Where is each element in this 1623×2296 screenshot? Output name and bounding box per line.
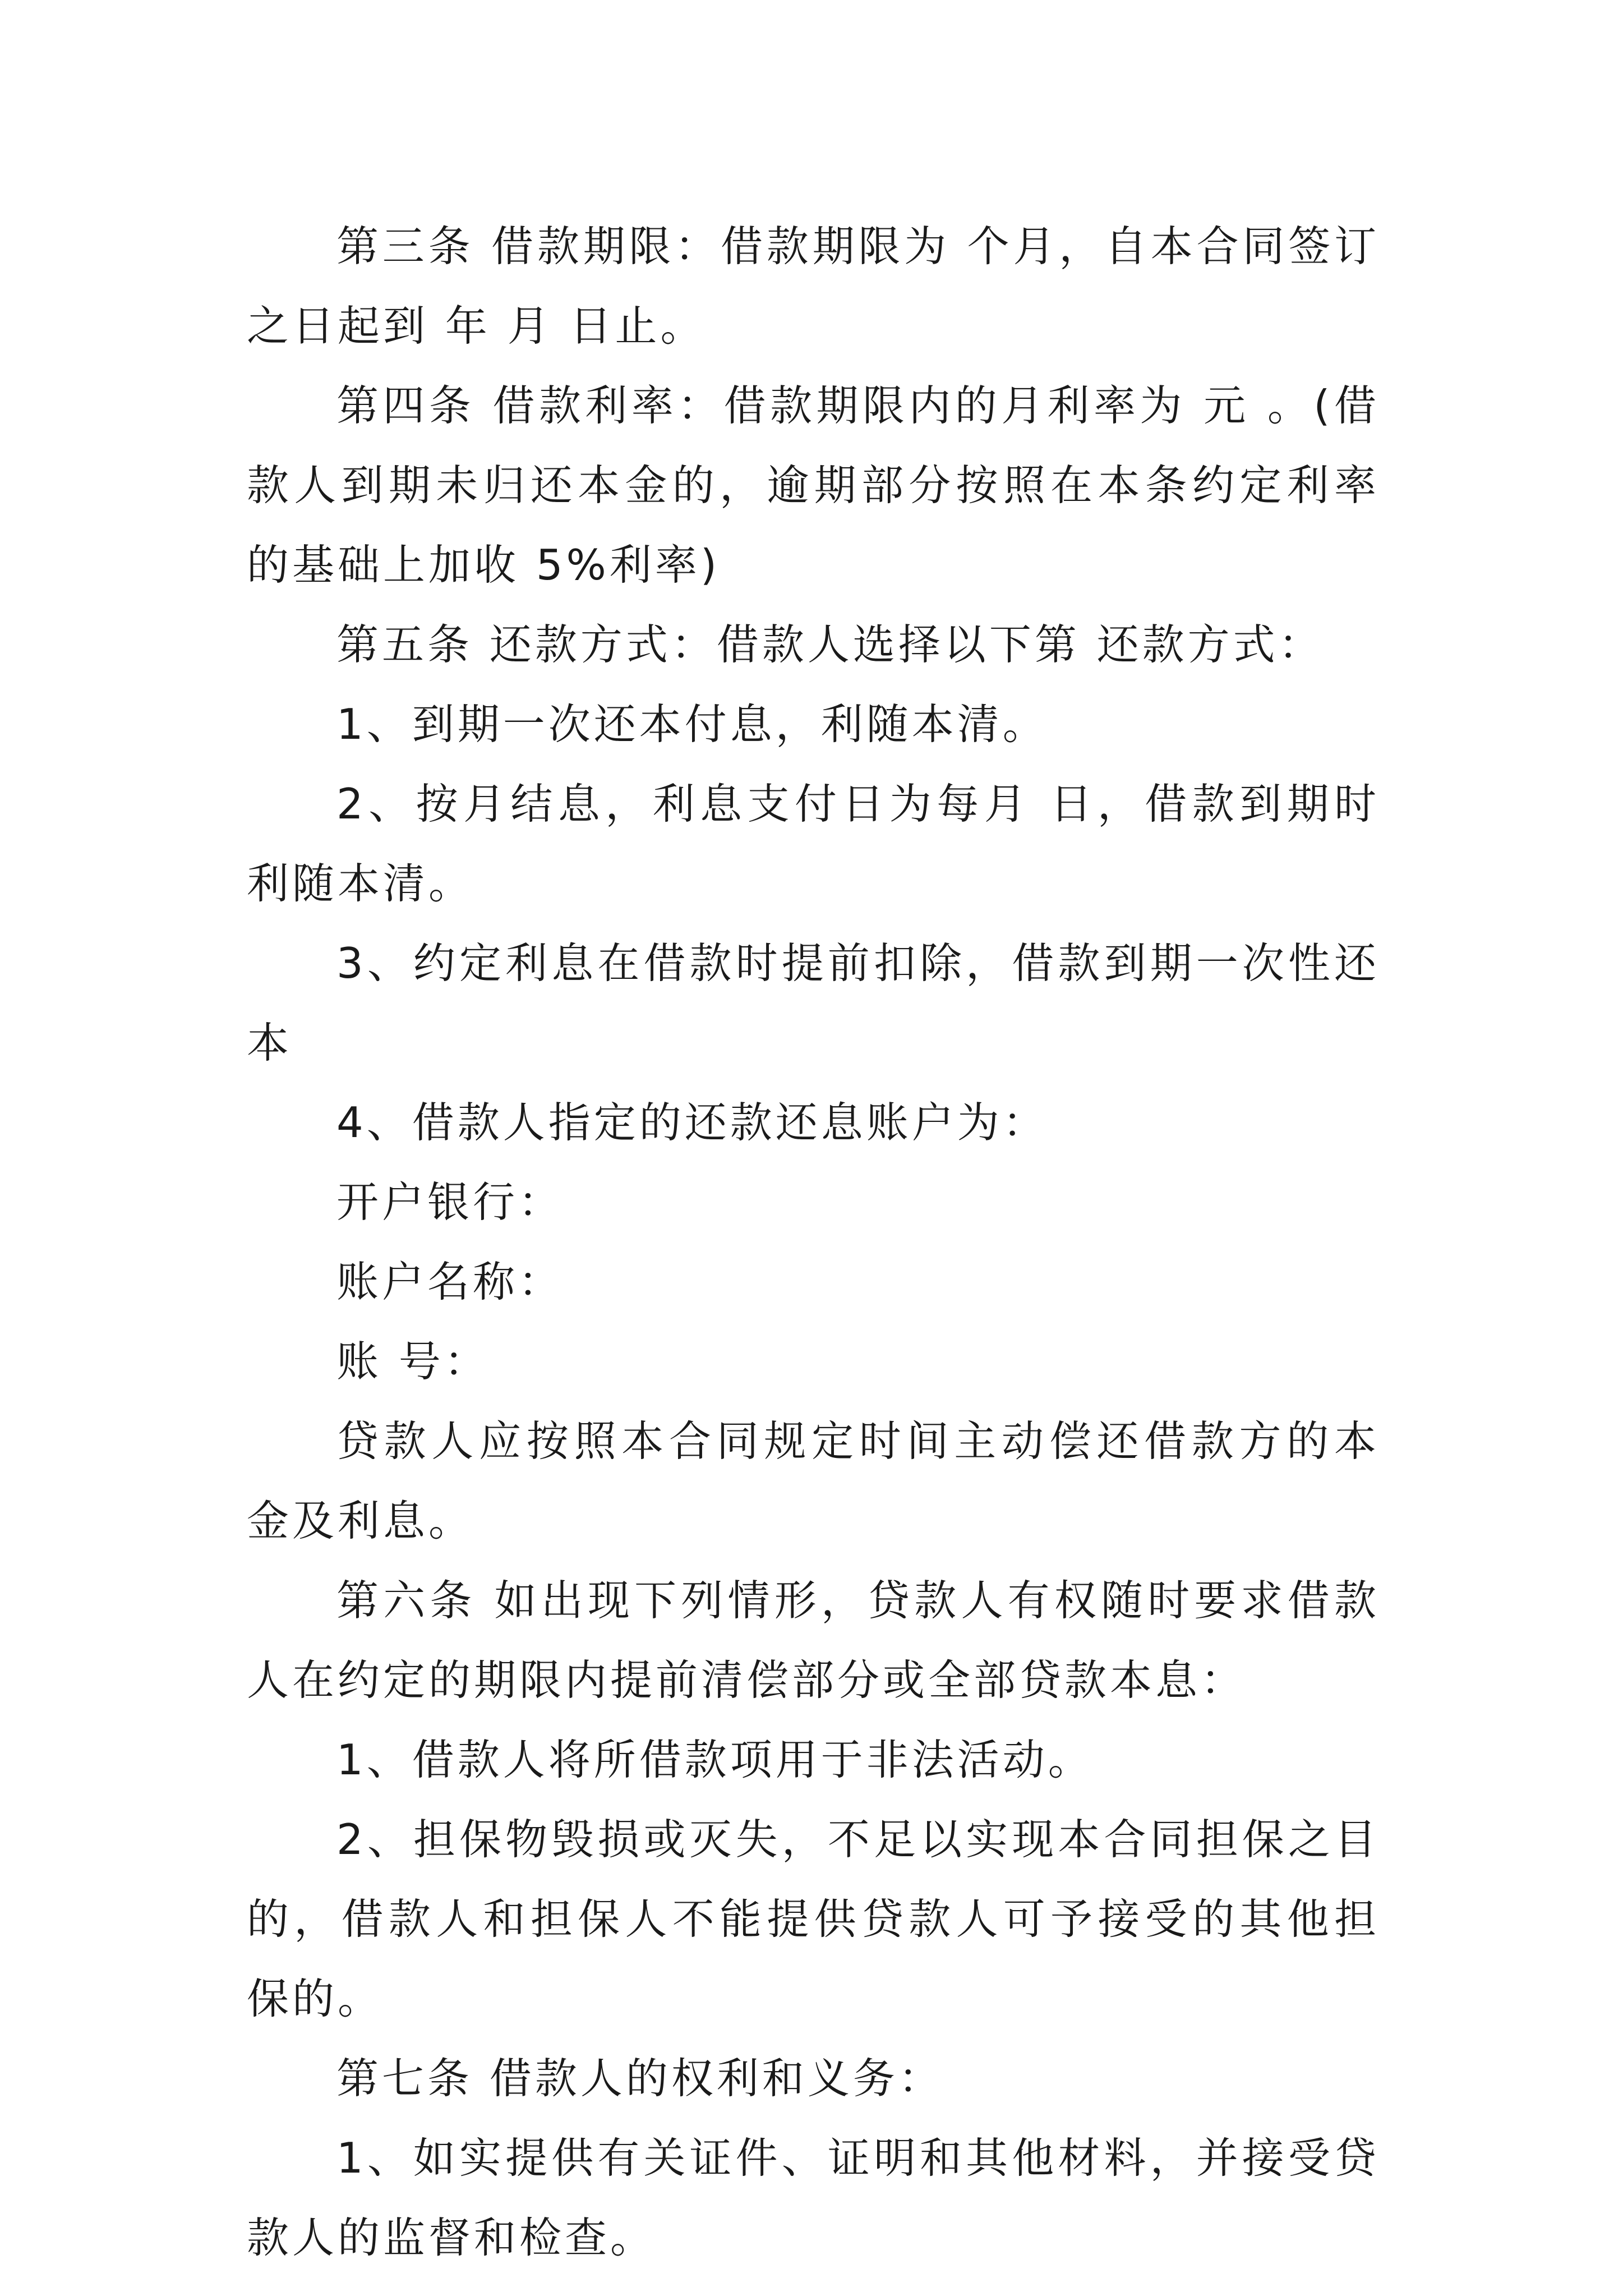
- paragraph-article-3: 第三条 借款期限：借款期限为 个月，自本合同签订之日起到 年 月 日止。: [247, 222, 1380, 351]
- list-item: 1、如实提供有关证件、证明和其他材料，并接受贷款人的监督和检查。: [247, 2133, 1380, 2262]
- account-number-line: 账 号：: [336, 1337, 490, 1386]
- paragraph-article-7: 第七条 借款人的权利和义务：: [336, 2054, 944, 2103]
- bank-name-line: 开户银行：: [336, 1177, 564, 1227]
- paragraph-article-6: 第六条 如出现下列情形，贷款人有权随时要求借款人在约定的期限内提前清偿部分或全部贷款本息：: [247, 1576, 1380, 1705]
- account-name-line: 账户名称：: [336, 1257, 564, 1306]
- list-item: 1、到期一次还本付息，利随本清。: [336, 700, 1048, 749]
- list-item: 2、担保物毁损或灭失，不足以实现本合同担保之目的，借款人和担保人不能提供贷款人可予接受的其他担保的。: [247, 1815, 1380, 2023]
- list-item: 4、借款人指定的还款还息账户为：: [336, 1098, 1048, 1147]
- document-body: [247, 206, 1380, 2277]
- repayment-obligation-paragraph: 贷款人应按照本合同规定时间主动偿还借款方的本金及利息。: [247, 1416, 1380, 1545]
- list-item: 2、按月结息，利息支付日为每月 日，借款到期时利随本清。: [247, 779, 1380, 908]
- paragraph-article-5: 第五条 还款方式：借款人选择以下第 还款方式：: [336, 620, 1324, 669]
- paragraph-article-4: 第四条 借款利率：借款期限内的月利率为 元 。(借款人到期未归还本金的，逾期部分按照在本条约定利率的基础上加收 5%利率): [247, 381, 1380, 590]
- list-item: 3、约定利息在借款时提前扣除，借款到期一次性还本: [247, 938, 1380, 1068]
- list-item: 1、借款人将所借款项用于非法活动。: [336, 1735, 1094, 1784]
